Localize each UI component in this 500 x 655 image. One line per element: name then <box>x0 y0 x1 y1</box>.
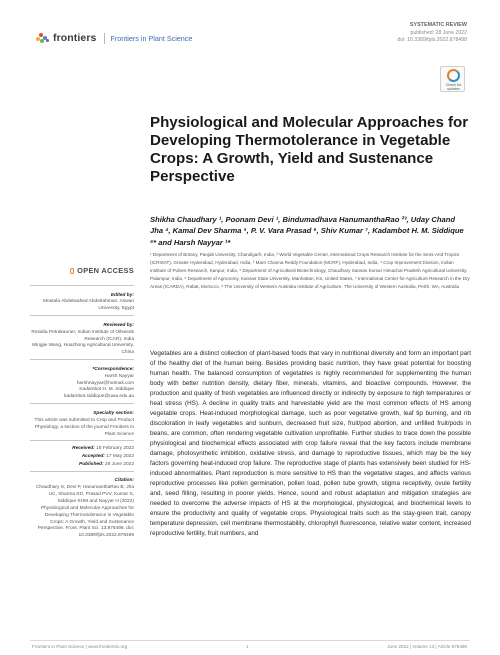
affiliations: ¹ Department of Botany, Panjab University, Chandigarh, India, ² World Vegetable Center, International Crops Research Institute for the Semi-Arid Tropics (ICRISAT), Greater Hyderabad, Hyderabad, India, ³ Marri Channa Reddy Foundation (MCRF), Hyderabad, India, ⁴ Crop Improvement Division, Indian Institute of Pulses Research, Kanpur, India, ⁵ Department of Agricultural Biotechnology, Chaudhary Sarwan Kumar Himachal Pradesh Agricultural University, Palampur, India, ⁶ Department of Agronomy, Kansas State University, Manhattan, KS, United States, ⁷ International Center for Agriculture Research in the Dry Areas (ICARDA), Rabat, Morocco, ⁸ The University of Western Australia Institute of Agriculture, The University of Western Australia, Perth, WA, Australia <box>150 252 470 289</box>
reviewers: Rosalía Petrakauner, Indian Institute of Oilseeds Research (ICAR), India Mingjie Wang, Huazhong Agricultural University, China <box>31 329 134 356</box>
publisher-name: frontiers <box>53 32 97 44</box>
logo-divider <box>104 33 105 44</box>
published-date-sidebar: Published: 28 June 2022 <box>79 461 134 467</box>
sidebar-divider <box>30 403 134 404</box>
reviewed-by-label: Reviewed by: <box>103 322 134 328</box>
frontiers-logo[interactable] <box>36 32 192 44</box>
correspondence-label: *Correspondence: <box>92 366 134 372</box>
citation: Chaudhary S, Devi P, HanumanthaRao B, Jha UC, Sharma KD, Prasad PVV, Kumar S, Siddique KHM and Nayyar H (2022) Physiological and Molecular Approaches for Developing Thermotolerance in Vegetable Crops: A Growth, Yield and Sustenance Perspective. Front. Plant Sci. 13:878498. doi: 10.3389/fpls.2022.878498 <box>35 485 134 539</box>
open-lock-icon <box>70 268 74 274</box>
article-doi[interactable]: doi: 10.3389/fpls.2022.878498 <box>397 37 467 44</box>
article-title: Physiological and Molecular Approaches for Developing Thermotolerance in Vegetable Crops: A Growth, Yield and Sustenance Perspective <box>150 114 469 185</box>
abstract-text: Vegetables are a distinct collection of plant-based foods that vary in nutritional diversity and form an important part of the healthy diet of the human being. Besides providing basic nutrition, they have great potential for boosting human health. The balanced consumption of vegetables is highly recommended for supplementing the human body with better nutrition density, dietary fiber, minerals, vitamins, and bioactive compounds. However, the production and quality of fresh vegetables are influenced directly or indirectly by exposure to high temperatures or heat stress (HS). A decline in quality traits and harvestable yield are the most common effects of HS among vegetable crops. Heat-induced morphological damage, such as poor vegetative growth, leaf tip burning, and rib discoloration in leafy vegetables and sunburn, decreased fruit size, fruit/pod abortion, and unfilled fruit/pods in beans, are common, often rendering vegetable cultivation unprofitable. Further studies to trace down the possible physiological and biochemical effects associated with crop failure reveal that the key factors include membrane damage, photosynthetic inhibition, oxidative stress, and damage to reproductive tissues, which may be the key factors governing heat-induced crop failure. The reproductive stage of plants has extensively been studied for HS-induced abnormalities. Plant reproduction is more sensitive to HS than the vegetative stages, and affects various reproductive processes like pollen germination, pollen load, pollen tube growth, stigma receptivity, ovule fertility and, seed filling, resulting in poorer yields. Hence, sound and robust adaptation and mitigation strategies are needed to overcome the adverse impacts of HS at the morphological, physiological, and biochemical levels to ensure the productivity and quality of vegetable crops. Physiological traits such as the stay-green trait, canopy temperature depression, cell membrane thermostability, chlorophyll fluorescence, relative water content, increased reproductive fertility, fruit numbers, and <box>150 350 471 537</box>
article-sidebar <box>30 266 134 540</box>
author-list[interactable]: Shikha Chaudhary ¹, Poonam Devi ¹, Bindumadhava HanumanthaRao ²³, Uday Chand Jha ⁴, Kamal Dev Sharma ⁵, P. V. Vara Prasad ⁶, Shiv Kumar ⁷, Kadambot H. M. Siddique ⁸* and Harsh Nayyar ¹* <box>150 215 464 247</box>
article-meta <box>397 22 467 45</box>
correspondence[interactable]: Harsh Nayyar harshnayyar@hotmail.com Kadambot H. M. Siddique kadambot.siddique@uwa.edu.au <box>64 373 134 400</box>
sidebar-divider <box>30 440 134 441</box>
edited-by-label: Edited by: <box>110 292 134 298</box>
footer-divider <box>30 640 470 641</box>
published-date: published: 28 June 2022 <box>410 29 467 36</box>
sidebar-divider <box>30 471 134 472</box>
editor: Mostafa Abdelwahed Abdelrahman, Aswan University, Egypt <box>43 299 134 312</box>
footer-journal-url[interactable]: Frontiers in Plant Science | www.frontiersin.org <box>32 644 128 649</box>
refresh-icon <box>447 69 460 82</box>
page-number: 1 <box>246 644 249 649</box>
check-for-updates-button[interactable] <box>440 66 465 92</box>
accepted-date: Accepted: 17 May 2022 <box>81 453 134 459</box>
frontiers-logo-icon <box>36 33 50 44</box>
journal-name[interactable]: Frontiers in Plant Science <box>110 33 193 43</box>
open-access-badge: OPEN ACCESS <box>30 266 134 275</box>
sidebar-divider <box>30 285 134 286</box>
citation-label: Citation: <box>114 478 134 484</box>
specialty-section-label: Specialty section: <box>93 410 134 416</box>
footer-issue: June 2022 | Volume 13 | Article 878498 <box>387 644 467 649</box>
check-for-updates-label: Check for updates <box>445 83 462 92</box>
received-date: Received: 18 February 2022 <box>72 445 134 451</box>
article-type: SYSTEMATIC REVIEW <box>409 22 467 28</box>
sidebar-divider <box>30 359 134 360</box>
specialty-section: This article was submitted to Crop and Product Physiology, a section of the journal Frontiers in Plant Science <box>34 417 134 437</box>
page-header <box>0 0 500 60</box>
sidebar-divider <box>30 315 134 316</box>
